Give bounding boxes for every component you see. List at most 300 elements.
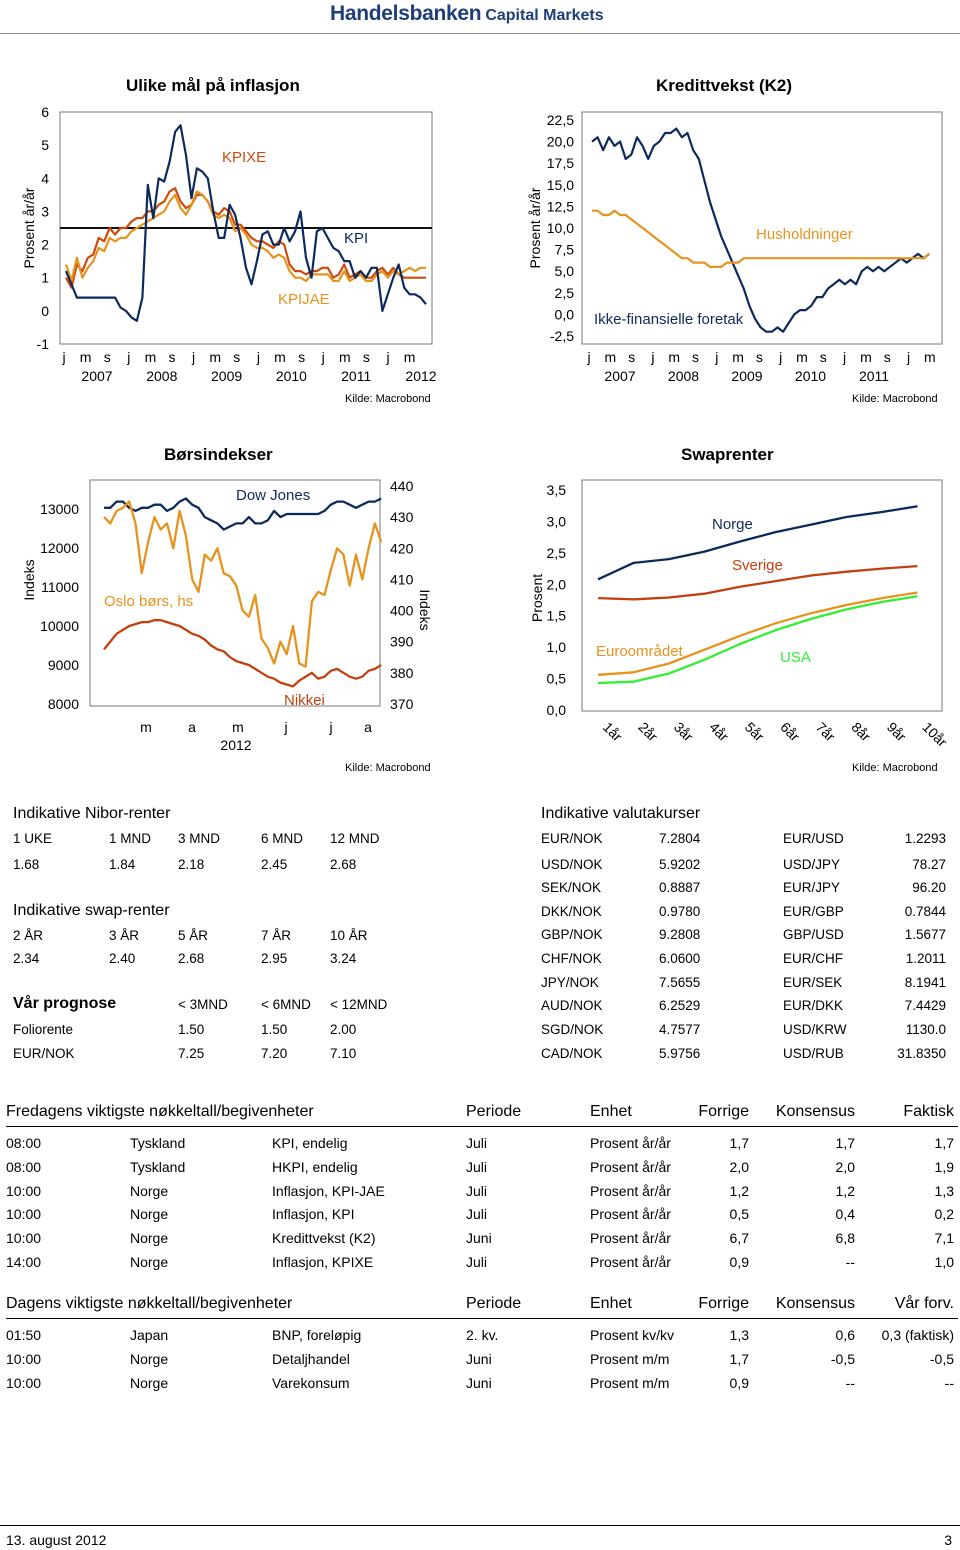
swaprates-header: 10 ÅR — [330, 928, 368, 943]
y-tick-label: 2 — [41, 236, 49, 253]
fx-rate: 7.2804 — [659, 831, 701, 846]
y-right-tick-label: 430 — [390, 509, 414, 526]
table-cell: 08:00 — [6, 1158, 42, 1175]
stocks-source: Kilde: Macrobond — [345, 762, 431, 774]
series-label-norge: Norge — [712, 516, 753, 533]
y-right-tick-label: 400 — [390, 602, 414, 619]
fx-pair: EUR/USD — [783, 831, 844, 846]
column-header: Konsensus — [775, 1103, 855, 1120]
swaprates-value: 2.68 — [178, 951, 205, 966]
forecast-label: EUR/NOK — [13, 1046, 75, 1061]
fx-pair: EUR/NOK — [541, 831, 603, 846]
table-cell: 2,0 — [835, 1158, 855, 1175]
table-row — [6, 1183, 958, 1201]
table-cell: 7,1 — [934, 1230, 954, 1247]
x-tick-label: j — [779, 349, 783, 365]
x-year-label: 2007 — [604, 368, 636, 384]
table-cell: 0,6 — [835, 1327, 855, 1343]
x-tick-label: j — [284, 719, 288, 735]
series-label-kpi: KPI — [344, 230, 369, 247]
x-tick-label: j — [321, 349, 325, 365]
x-tick-label: j — [62, 349, 66, 365]
fx-pair: AUD/NOK — [541, 998, 603, 1013]
table-cell: Tyskland — [130, 1135, 186, 1151]
series-label-dow-jones: Dow Jones — [236, 487, 311, 504]
fx-table — [541, 805, 946, 1065]
fx-row — [541, 1022, 946, 1040]
y-tick-label: 6 — [41, 104, 49, 120]
table-cell: 1,2 — [835, 1182, 855, 1199]
table-cell: Norge — [130, 1254, 169, 1270]
y-tick-label: 1,5 — [546, 607, 566, 624]
y-left-tick-label: 13000 — [40, 501, 79, 517]
y-tick-label: 1 — [41, 269, 49, 286]
y-tick-label: 22,5 — [546, 112, 574, 128]
fx-rate: 0.7844 — [904, 904, 946, 919]
nibor-header: 1 MND — [109, 831, 152, 846]
fx-rate: 5.9756 — [659, 1046, 701, 1061]
nibor-value: 2.45 — [261, 857, 288, 872]
swaprates-header: 3 ÅR — [109, 928, 140, 943]
table-cell: Inflasjon, KPI-JAE — [272, 1182, 385, 1199]
table-cell: Norge — [130, 1206, 169, 1223]
y-left-tick-label: 11000 — [41, 579, 79, 595]
y-tick-label: 2,0 — [546, 576, 566, 593]
swaprates-value: 3.24 — [330, 951, 357, 966]
x-tick-label: m — [403, 349, 416, 365]
footer-divider — [0, 1525, 960, 1526]
table-cell: -- — [845, 1254, 855, 1270]
swaprates-title: Indikative swap-renter — [13, 902, 170, 919]
fx-rate: 4.7577 — [659, 1022, 701, 1037]
table-cell: -- — [845, 1374, 855, 1391]
swaprates-header: 5 ÅR — [178, 928, 209, 943]
forecast-header: < 6MND — [261, 997, 311, 1012]
x-tick-label: m — [140, 719, 152, 735]
fx-rate: 7.4429 — [904, 998, 946, 1013]
brand-logo — [330, 2, 604, 26]
x-tick-label: j — [386, 349, 390, 365]
table-cell: 10:00 — [6, 1374, 42, 1391]
table-cell: 08:00 — [6, 1135, 42, 1151]
fx-pair: DKK/NOK — [541, 904, 602, 919]
friday_events-header-row — [6, 1103, 958, 1123]
inflation-source: Kilde: Macrobond — [345, 393, 431, 405]
fx-rate: 1.5677 — [904, 927, 946, 942]
nibor-value: 1.68 — [13, 857, 40, 872]
credit-chart-title: Kredittvekst (K2) — [656, 76, 793, 95]
table-cell: Prosent år/år — [590, 1158, 671, 1175]
table-cell: Juni — [466, 1374, 492, 1391]
fx-row — [541, 998, 946, 1016]
table-row — [6, 1230, 958, 1248]
y-right-tick-label: 370 — [390, 696, 414, 712]
x-tick-label: m — [338, 349, 351, 365]
today_events-header-row — [6, 1295, 958, 1315]
fx-pair: CAD/NOK — [541, 1046, 603, 1061]
x-year-label: 2012 — [220, 737, 252, 753]
header-underline — [6, 1126, 958, 1127]
table-cell: Detaljhandel — [272, 1350, 350, 1367]
header-underline — [6, 1318, 958, 1319]
table-cell: Tyskland — [130, 1158, 186, 1175]
nibor-header: 12 MND — [330, 831, 380, 846]
forecast-value: 7.25 — [178, 1046, 205, 1061]
fx-pair: EUR/DKK — [783, 998, 844, 1013]
table-cell: Prosent m/m — [590, 1350, 670, 1367]
header-divider — [0, 33, 960, 34]
rates-tables — [13, 805, 433, 1065]
x-tick-label: 7år — [812, 718, 839, 745]
x-tick-label: a — [188, 719, 196, 735]
series-label-kpijae: KPIJAE — [278, 291, 330, 308]
x-tick-label: j — [651, 349, 655, 365]
fx-pair: SEK/NOK — [541, 880, 602, 895]
y-tick-label: 4 — [41, 170, 49, 187]
fx-rate: 0.9780 — [659, 904, 701, 919]
x-tick-label: m — [604, 349, 617, 365]
table-cell: Juli — [466, 1206, 488, 1223]
x-tick-label: 10år — [919, 718, 951, 750]
fx-pair: EUR/SEK — [783, 975, 843, 990]
fx-rate: 7.5655 — [659, 975, 701, 990]
table-cell: -- — [944, 1374, 954, 1391]
table-row — [6, 1327, 958, 1345]
nibor-header: 1 UKE — [13, 831, 53, 846]
table-cell: Norge — [130, 1182, 169, 1199]
y-right-tick-label: 410 — [390, 571, 414, 588]
y-tick-label: -2,5 — [549, 328, 574, 344]
table-cell: Juli — [466, 1182, 488, 1199]
fx-rate: 8.1941 — [904, 975, 946, 990]
table-cell: 10:00 — [6, 1350, 42, 1367]
x-year-label: 2008 — [146, 368, 178, 384]
table-cell: 1,9 — [934, 1158, 954, 1175]
table-cell: 10:00 — [6, 1206, 42, 1223]
table-cell: 1,7 — [729, 1350, 749, 1367]
table-cell: Prosent år/år — [590, 1230, 671, 1247]
brand-sub: Capital Markets — [485, 7, 604, 24]
series-label-usa: USA — [780, 649, 811, 666]
y-right-axis-label: Indeks — [417, 589, 433, 631]
y-tick-label: 2,5 — [546, 544, 566, 561]
y-tick-label: 0,0 — [554, 306, 574, 323]
table-cell: 10:00 — [6, 1182, 42, 1199]
table-cell: 6,8 — [835, 1230, 855, 1247]
fx-pair: SGD/NOK — [541, 1022, 604, 1037]
y-tick-label: 7,5 — [554, 241, 574, 258]
table-cell: -0,5 — [830, 1350, 855, 1367]
fx-rate: 1130.0 — [905, 1022, 946, 1037]
series-label-euroomradet: Euroområdet — [596, 643, 683, 660]
y-left-tick-label: 10000 — [40, 618, 79, 634]
table-cell: 0,9 — [729, 1374, 749, 1391]
column-header: Enhet — [590, 1103, 632, 1120]
fx-rate: 78.27 — [912, 857, 946, 872]
x-tick-label: 9år — [883, 718, 910, 745]
forecast-value: 1.50 — [261, 1022, 288, 1037]
x-tick-label: s — [298, 349, 306, 365]
y-tick-label: 10,0 — [546, 220, 574, 236]
y-right-tick-label: 440 — [390, 478, 414, 494]
nibor-value: 2.18 — [178, 857, 205, 872]
table-cell: Prosent år/år — [590, 1206, 671, 1223]
x-tick-label: s — [103, 349, 111, 365]
x-tick-label: j — [127, 349, 131, 365]
table-cell: Kredittvekst (K2) — [272, 1230, 376, 1247]
table-row — [6, 1375, 958, 1393]
y-left-axis-label: Indeks — [21, 559, 37, 601]
column-header: Enhet — [590, 1295, 632, 1312]
table-cell: 1,3 — [729, 1327, 749, 1343]
table-cell: BNP, foreløpig — [272, 1327, 362, 1343]
stocks-chart-title: Børsindekser — [164, 445, 273, 464]
x-tick-label: m — [923, 349, 936, 365]
x-tick-label: j — [906, 349, 911, 365]
x-tick-label: m — [79, 349, 92, 365]
fx-rate: 5.9202 — [659, 857, 701, 872]
fx-rate: 9.2808 — [659, 927, 701, 942]
series-label-sverige: Sverige — [732, 557, 783, 574]
fx-row — [541, 975, 946, 993]
x-year-label: 2011 — [858, 368, 890, 384]
x-tick-label: s — [628, 349, 636, 365]
x-tick-label: 8år — [848, 718, 875, 745]
fx-pair: USD/JPY — [783, 857, 841, 872]
fx-rate: 6.2529 — [659, 998, 701, 1013]
table-cell: 2,0 — [729, 1158, 749, 1175]
x-tick-label: m — [732, 349, 744, 365]
y-right-tick-label: 420 — [390, 540, 414, 557]
y-tick-label: 3,0 — [546, 513, 566, 530]
table-cell: 6,7 — [729, 1230, 749, 1247]
table-cell: Norge — [130, 1350, 169, 1367]
y-tick-label: 3,5 — [546, 482, 566, 498]
swaprates-header: 7 ÅR — [261, 928, 292, 943]
table-cell: Norge — [130, 1374, 169, 1391]
x-tick-label: s — [883, 349, 891, 365]
x-tick-label: m — [209, 349, 222, 365]
y-tick-label: 17,5 — [546, 155, 574, 172]
table-cell: 1,7 — [934, 1135, 954, 1151]
table-cell: HKPI, endelig — [272, 1158, 358, 1175]
table-cell: 10:00 — [6, 1230, 42, 1247]
series-label-nikkei: Nikkei — [284, 692, 325, 709]
table-cell: Juni — [466, 1350, 492, 1367]
column-header: Dagens viktigste nøkkeltall/begivenheter — [6, 1295, 293, 1312]
y-right-tick-label: 390 — [390, 633, 414, 650]
table-cell: -0,5 — [929, 1350, 954, 1367]
table-cell: Prosent kv/kv — [590, 1327, 675, 1343]
fx-rate: 1.2011 — [905, 951, 946, 966]
fx-row — [541, 904, 946, 922]
y-tick-label: 0,0 — [546, 702, 566, 718]
column-header: Fredagens viktigste nøkkeltall/begivenheter — [6, 1103, 314, 1120]
x-tick-label: m — [144, 349, 157, 365]
series-line — [104, 502, 381, 667]
fx-row — [541, 927, 946, 945]
x-year-label: 2009 — [211, 368, 243, 384]
x-tick-label: j — [843, 349, 847, 365]
y-right-tick-label: 380 — [390, 664, 414, 681]
table-row — [6, 1135, 958, 1153]
nibor-header: 3 MND — [178, 831, 221, 846]
x-tick-label: s — [692, 349, 699, 365]
inflation-chart — [0, 100, 460, 410]
table-cell: 0,5 — [729, 1206, 749, 1223]
table-row — [6, 1351, 958, 1369]
x-tick-label: j — [329, 719, 333, 735]
fx-rate: 1.2293 — [904, 831, 946, 846]
nibor-header: 6 MND — [261, 831, 304, 846]
credit-chart — [500, 100, 960, 410]
y-tick-label: 5 — [41, 137, 49, 154]
swaprates-value: 2.34 — [13, 951, 40, 966]
fx-pair: CHF/NOK — [541, 951, 602, 966]
swaprates-value: 2.40 — [109, 951, 136, 966]
fx-pair: USD/KRW — [783, 1022, 847, 1037]
fx-rate: 96.20 — [912, 880, 946, 895]
table-cell: Japan — [130, 1327, 169, 1343]
table-cell: Norge — [130, 1230, 169, 1247]
forecast-title: Vår prognose — [13, 995, 117, 1012]
table-cell: 0,9 — [729, 1254, 749, 1270]
table-cell: Juli — [466, 1135, 488, 1151]
swap-chart-title: Swaprenter — [681, 445, 774, 464]
table-cell: Inflasjon, KPI — [272, 1206, 355, 1223]
y-tick-label: 0,5 — [546, 670, 566, 687]
column-header: Vår forv. — [894, 1295, 954, 1312]
column-header: Faktisk — [903, 1103, 954, 1120]
credit-source: Kilde: Macrobond — [852, 393, 938, 405]
x-tick-label: s — [233, 349, 241, 365]
table-cell: 1,2 — [729, 1182, 749, 1199]
fx-rate: 0.8887 — [659, 880, 701, 895]
footer-date: 13. august 2012 — [6, 1532, 107, 1548]
forecast-value: 1.50 — [178, 1022, 205, 1037]
x-year-label: 2011 — [341, 368, 372, 384]
series-label-kpixe: KPIXE — [222, 149, 267, 166]
table-cell: Juli — [466, 1254, 488, 1270]
y-tick-label: 0 — [41, 302, 49, 319]
table-cell: 1,7 — [729, 1135, 749, 1151]
table-cell: Prosent år/år — [590, 1254, 671, 1270]
today-events-table — [6, 1295, 958, 1395]
table-row — [6, 1206, 958, 1224]
fx-row — [541, 857, 946, 875]
swaprates-value: 2.95 — [261, 951, 288, 966]
x-tick-label: m — [232, 719, 244, 735]
x-tick-label: 4år — [706, 718, 733, 745]
table-cell: Prosent år/år — [590, 1182, 671, 1199]
x-tick-label: s — [168, 349, 176, 365]
table-cell: Juli — [466, 1158, 488, 1175]
table-cell: 01:50 — [6, 1327, 42, 1343]
y-tick-label: 3 — [41, 203, 49, 220]
forecast-value: 7.20 — [261, 1046, 288, 1061]
y-tick-label: 2,5 — [554, 284, 574, 301]
forecast-value: 2.00 — [330, 1022, 357, 1037]
forecast-header: < 12MND — [330, 997, 388, 1012]
y-axis-label: Prosent — [529, 573, 545, 623]
y-left-tick-label: 12000 — [40, 540, 79, 556]
y-tick-label: 20,0 — [546, 133, 574, 150]
y-left-tick-label: 8000 — [47, 696, 79, 712]
column-header: Periode — [466, 1295, 522, 1312]
page-number: 3 — [944, 1532, 952, 1548]
swaprates-header: 2 ÅR — [13, 928, 44, 943]
series-line — [104, 620, 381, 686]
x-tick-label: j — [715, 349, 719, 365]
table-cell: Varekonsum — [272, 1374, 350, 1391]
table-cell: Inflasjon, KPIXE — [272, 1254, 374, 1270]
forecast-label: Foliorente — [13, 1022, 74, 1037]
table-cell: KPI, endelig — [272, 1135, 348, 1151]
x-tick-label: 2år — [635, 718, 662, 745]
y-tick-label: -1 — [36, 336, 49, 352]
x-tick-label: m — [274, 349, 286, 365]
fx-pair: EUR/CHF — [783, 951, 843, 966]
series-label-husholdninger: Husholdninger — [756, 226, 853, 243]
fx-pair: EUR/JPY — [783, 880, 841, 895]
fx-row — [541, 951, 946, 969]
fx-row — [541, 880, 946, 898]
swap-chart — [500, 470, 960, 770]
fx-pair: USD/NOK — [541, 857, 603, 872]
y-tick-label: 15,0 — [546, 176, 574, 193]
x-tick-label: m — [668, 349, 681, 365]
brand-name: Handelsbanken — [330, 2, 482, 25]
inflation-chart-title: Ulike mål på inflasjon — [126, 76, 300, 95]
friday-events-table — [6, 1103, 958, 1278]
forecast-header: < 3MND — [178, 997, 228, 1012]
table-cell: Prosent m/m — [590, 1374, 670, 1391]
y-left-tick-label: 9000 — [47, 657, 79, 673]
table-cell: 14:00 — [6, 1254, 42, 1270]
x-tick-label: m — [860, 349, 872, 365]
y-tick-label: 5,0 — [554, 263, 574, 280]
column-header: Periode — [466, 1103, 522, 1120]
forecast-value: 7.10 — [330, 1046, 357, 1061]
fx-rate: 31.8350 — [897, 1046, 946, 1061]
table-row — [6, 1159, 958, 1177]
table-cell: 0,2 — [934, 1206, 954, 1223]
x-tick-label: s — [755, 349, 763, 365]
x-year-label: 2012 — [405, 368, 437, 384]
column-header: Forrige — [698, 1103, 749, 1120]
table-cell: Juni — [466, 1230, 492, 1247]
fx-pair: EUR/GBP — [783, 904, 844, 919]
nibor-title: Indikative Nibor-renter — [13, 805, 171, 822]
x-year-label: 2007 — [81, 368, 113, 384]
fx-row — [541, 1046, 946, 1064]
y-axis-label: Prosent år/år — [527, 187, 543, 269]
fx-rate: 6.0600 — [659, 951, 701, 966]
x-year-label: 2010 — [794, 368, 827, 384]
x-tick-label: 6år — [777, 718, 804, 745]
plot-frame — [582, 480, 942, 711]
y-axis-label: Prosent år/år — [21, 187, 37, 269]
y-tick-label: 12,5 — [546, 198, 574, 215]
series-label-ikke-finansielle: Ikke-finansielle foretak — [594, 311, 744, 328]
fx-pair: GBP/USD — [783, 927, 844, 942]
x-tick-label: a — [364, 719, 372, 735]
series-label-oslo-bors: Oslo børs, hs — [104, 593, 194, 610]
table-row — [6, 1254, 958, 1272]
table-cell: Prosent år/år — [590, 1135, 671, 1151]
stocks-chart — [0, 470, 460, 770]
x-year-label: 2009 — [731, 368, 763, 384]
